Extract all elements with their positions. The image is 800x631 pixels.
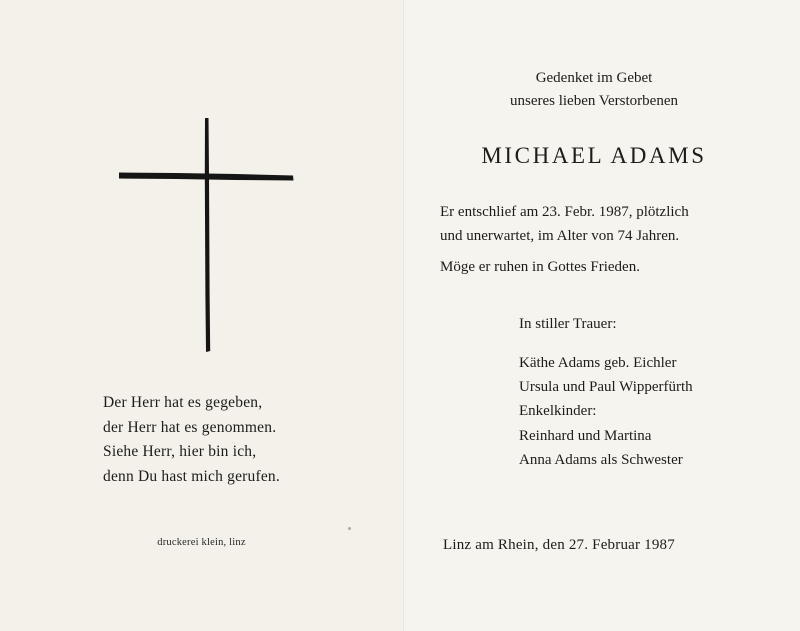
deceased-name: MICHAEL ADAMS	[481, 143, 707, 168]
intro-line: unseres lieben Verstorbenen	[509, 93, 678, 109]
verse-line: Der Herr hat es gegeben,	[103, 394, 263, 411]
death-line: Er entschlief am 23. Febr. 1987, plötzlich	[440, 204, 689, 220]
mourner: Ursula und Paul Wipperfürth	[519, 379, 693, 396]
right-page	[404, 0, 800, 631]
printer-credit: druckerei klein, linz	[157, 537, 246, 548]
verse-line: Siehe Herr, hier bin ich,	[103, 443, 257, 460]
cross-icon	[116, 115, 296, 355]
mourner: Enkelkinder:	[519, 403, 597, 420]
verse-line: der Herr hat es genommen.	[103, 418, 277, 436]
mourner: Anna Adams als Schwester	[519, 451, 683, 468]
mourners-list	[519, 351, 693, 472]
verse-line: denn Du hast mich gerufen.	[103, 467, 280, 485]
death-notice	[440, 200, 689, 248]
intro-text	[404, 67, 784, 113]
intro-line: Gedenket im Gebet	[535, 70, 653, 86]
death-line: und unerwartet, im Alter von 74 Jahren.	[440, 228, 680, 244]
mourner: Käthe Adams geb. Eichler	[519, 355, 677, 371]
place-and-date: Linz am Rhein, den 27. Februar 1987	[443, 537, 675, 553]
bible-verse	[103, 391, 280, 489]
rest-in-peace-line: Möge er ruhen in Gottes Frieden.	[440, 259, 640, 275]
mourner: Reinhard und Martina	[519, 427, 652, 444]
paper-speck	[348, 527, 351, 530]
mourning-label: In stiller Trauer:	[519, 316, 617, 332]
